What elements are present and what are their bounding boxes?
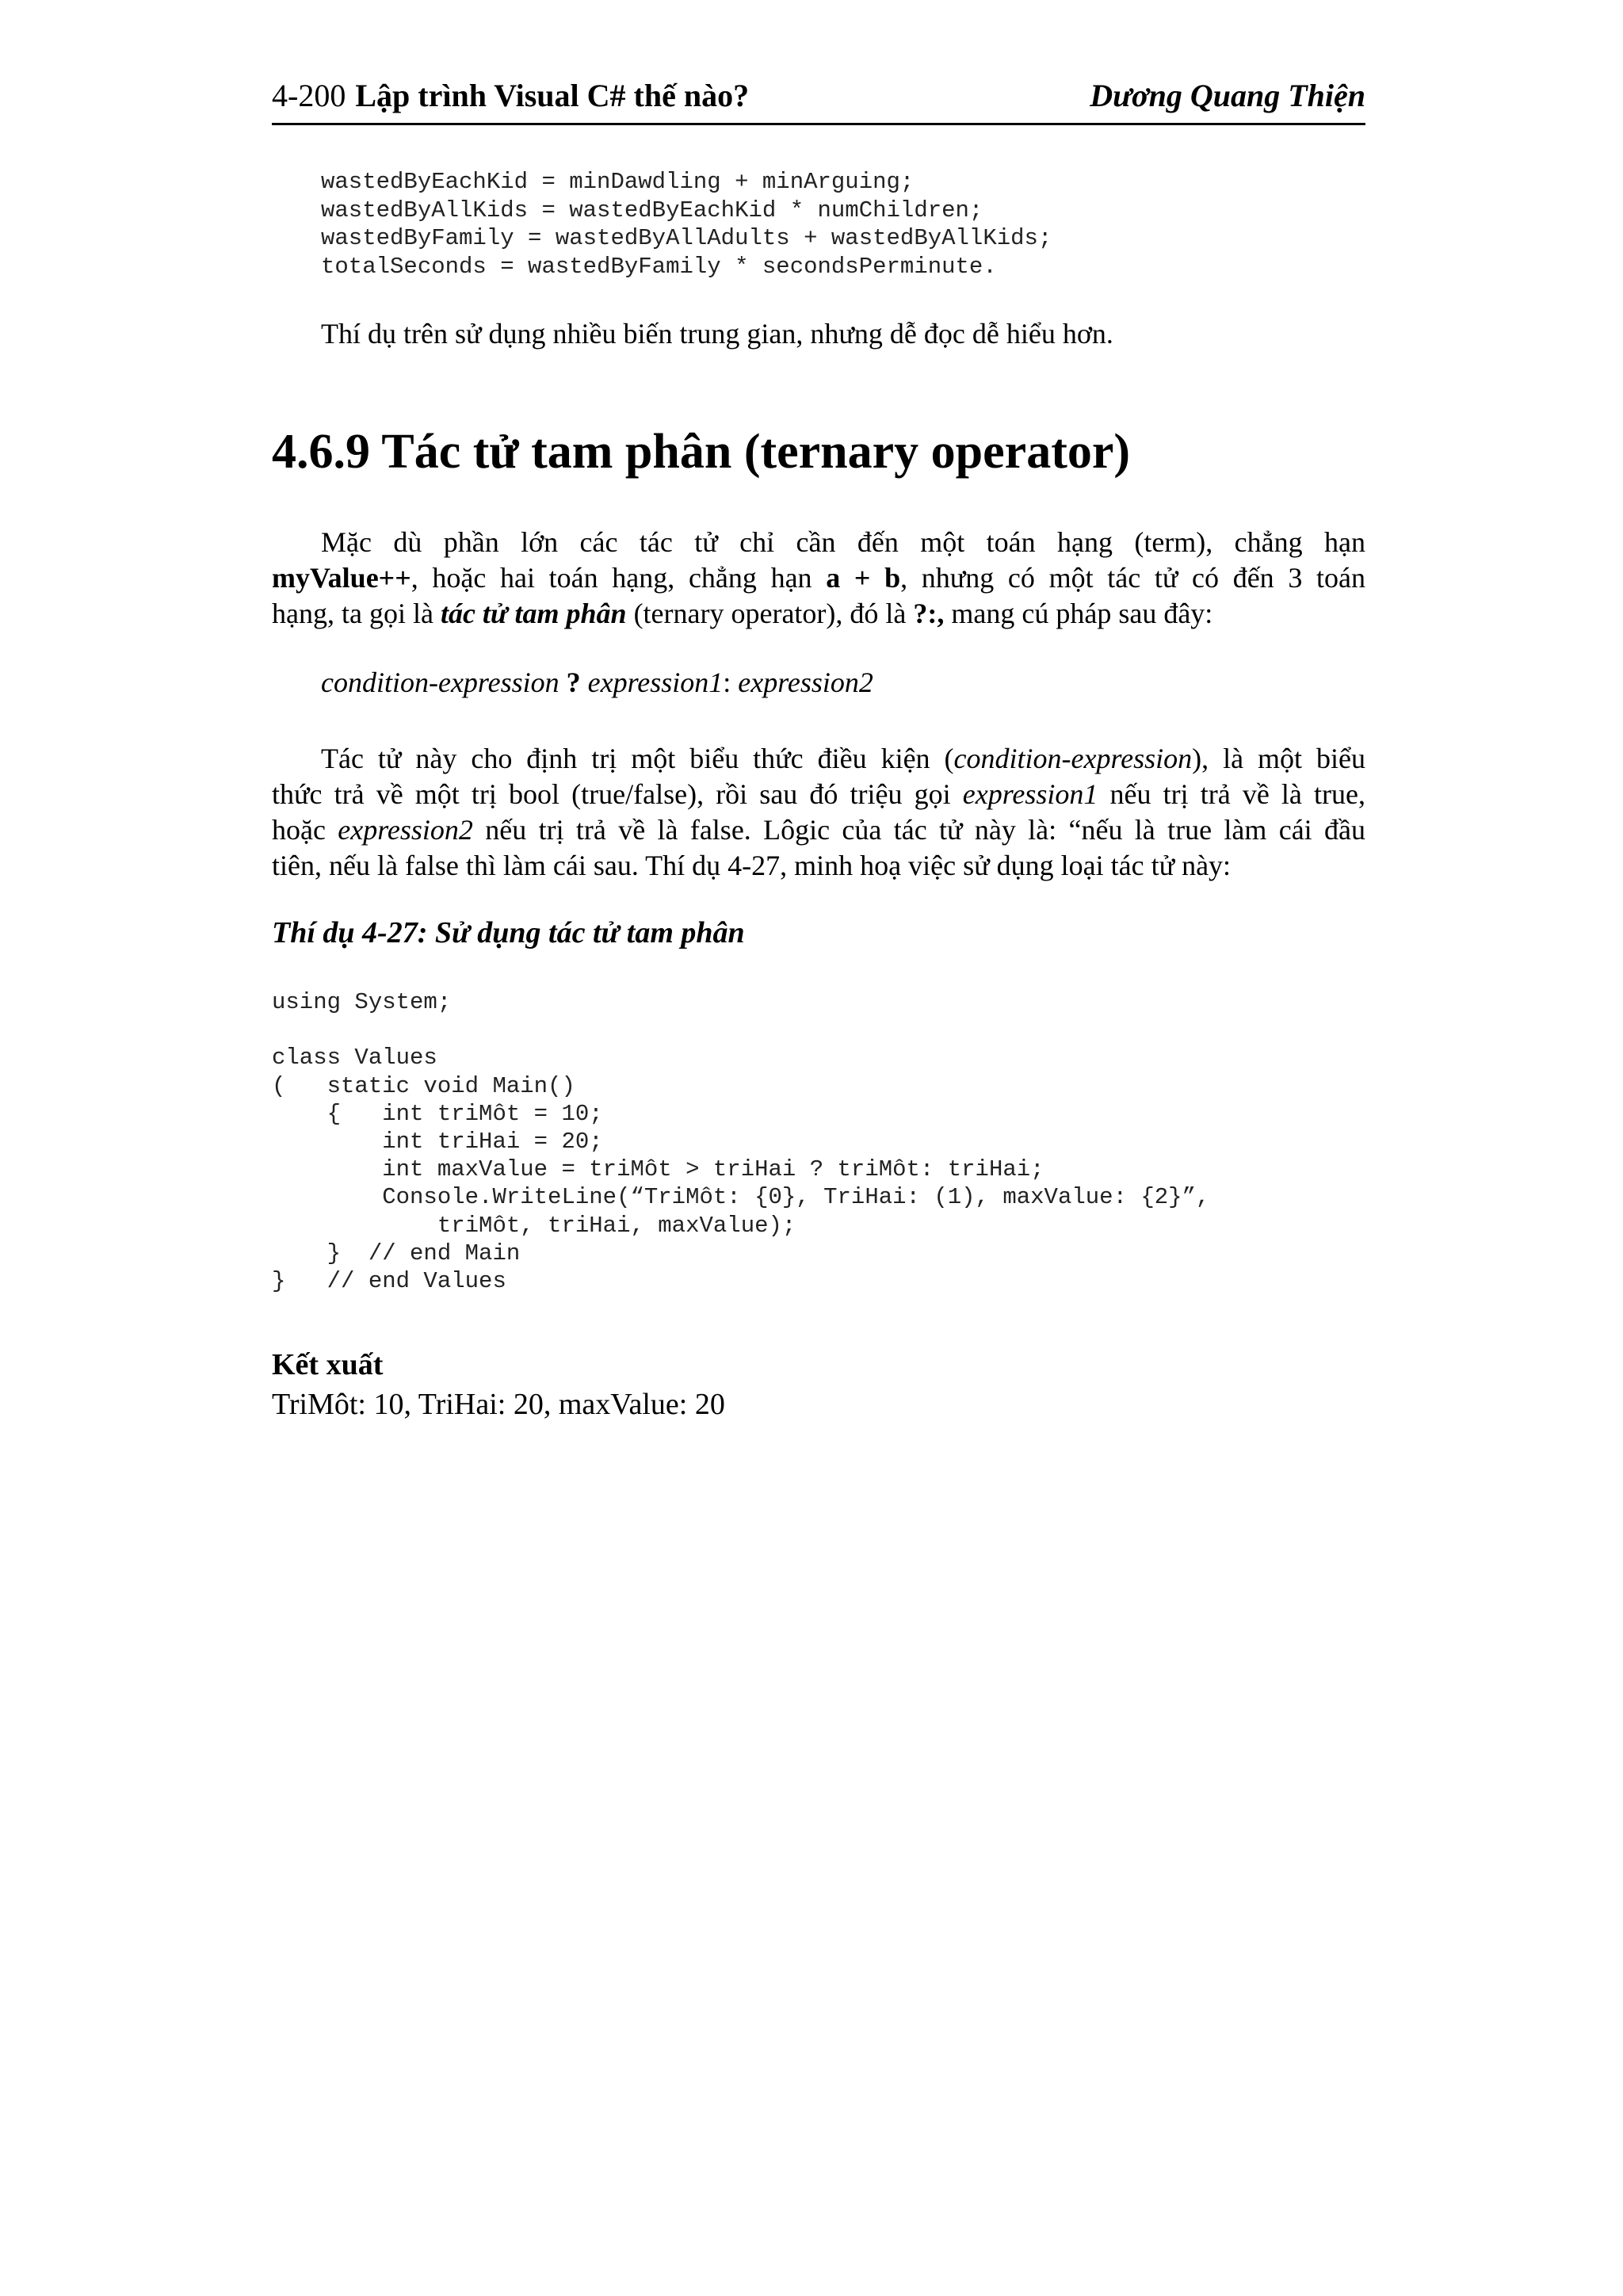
syntax-expression2: expression2 <box>738 667 873 698</box>
document-page <box>272 75 1366 1421</box>
paragraph-line <box>272 560 1365 596</box>
code-block-example: using System; class Values ( static void Main() { int triMôt = 10; int triHai = 20; int maxValue = triMôt > triHai ? triMôt: triHai; Console.WriteLine(“TriMôt: {0}, TriHai: (1), maxValue: {2}”, triMôt, triHai, maxValue); } // end Main } // end Values <box>272 989 1210 1295</box>
book-title: Lập trình Visual C# thế nào? <box>355 78 750 113</box>
term-ternary: tác tử tam phân <box>440 598 627 629</box>
paragraph-line <box>272 596 1365 632</box>
code-term-myvalue: myValue++ <box>272 562 411 594</box>
text-run: tiên, nếu là false thì làm cái sau. Thí dụ 4-27, minh hoạ việc sử dụng loại tác tử này: <box>272 850 1232 881</box>
code-line: wastedByEachKid = minDawdling + minArguing; <box>321 169 915 195</box>
operator-symbol: ?:, <box>913 598 945 629</box>
text-run: nếu trị trả về là true, <box>1098 778 1366 810</box>
syntax-condition: condition-expression <box>321 667 559 698</box>
text-run: thức trả về một trị bool (true/false), rồi sau đó triệu gọi <box>272 778 963 810</box>
syntax-line <box>321 666 873 699</box>
text-run: (ternary operator), đó là <box>626 598 914 629</box>
author-name: Dương Quang Thiện <box>1090 78 1365 113</box>
syntax-question-mark: ? <box>566 667 581 698</box>
syntax-expression1: expression1 <box>587 667 724 698</box>
paragraph-line <box>272 741 1365 777</box>
text-run: mang cú pháp sau đây: <box>944 598 1213 629</box>
text-italic: expression2 <box>338 814 473 846</box>
output-value: TriMôt: 10, TriHai: 20, maxValue: 20 <box>272 1388 725 1421</box>
code-line: wastedByFamily = wastedByAllAdults + wastedByAllKids; <box>321 225 1052 251</box>
paragraph-ternary-logic <box>272 741 1365 884</box>
text-run: , nhưng có một tác tử có đến 3 toán <box>900 562 1365 594</box>
section-heading: 4.6.9 Tác tử tam phân (ternary operator) <box>272 425 1131 479</box>
text-run: hoặc <box>272 814 338 846</box>
text-italic: expression1 <box>962 778 1098 810</box>
paragraph-line <box>272 777 1365 812</box>
output-heading: Kết xuất <box>272 1348 384 1381</box>
paragraph-line <box>272 848 1365 884</box>
paragraph-line <box>272 525 1365 560</box>
text-run: Mặc dù phần lớn các tác tử chỉ cần đến một toán hạng (term), chẳng hạn <box>321 526 1365 558</box>
code-term-a-plus-b: a + b <box>826 562 901 594</box>
text-run: ), là một biểu <box>1192 743 1366 774</box>
code-line: wastedByAllKids = wastedByEachKid * numChildren; <box>321 197 983 223</box>
page-header <box>272 75 1365 125</box>
text-run: hạng, ta gọi là <box>272 598 441 629</box>
text-italic: condition-expression <box>953 743 1193 774</box>
intro-paragraph: Thí dụ trên sử dụng nhiều biến trung gian, nhưng dễ đọc dễ hiểu hơn. <box>321 318 1113 350</box>
example-title: Thí dụ 4-27: Sử dụng tác tử tam phân <box>272 916 745 949</box>
paragraph-ternary-intro <box>272 525 1365 632</box>
text-run: nếu trị trả về là false. Lôgic của tác tử này là: “nếu là true làm cái đầu <box>472 814 1365 846</box>
code-block-top <box>321 168 1052 281</box>
paragraph-line <box>272 812 1365 848</box>
text-run: Tác tử này cho định trị một biểu thức điều kiện ( <box>321 743 954 774</box>
code-line: totalSeconds = wastedByFamily * secondsPerminute. <box>321 253 997 280</box>
syntax-colon: : <box>723 667 731 698</box>
header-left <box>272 77 749 114</box>
text-run: , hoặc hai toán hạng, chẳng hạn <box>411 562 827 594</box>
page-number: 4-200 <box>272 78 346 113</box>
